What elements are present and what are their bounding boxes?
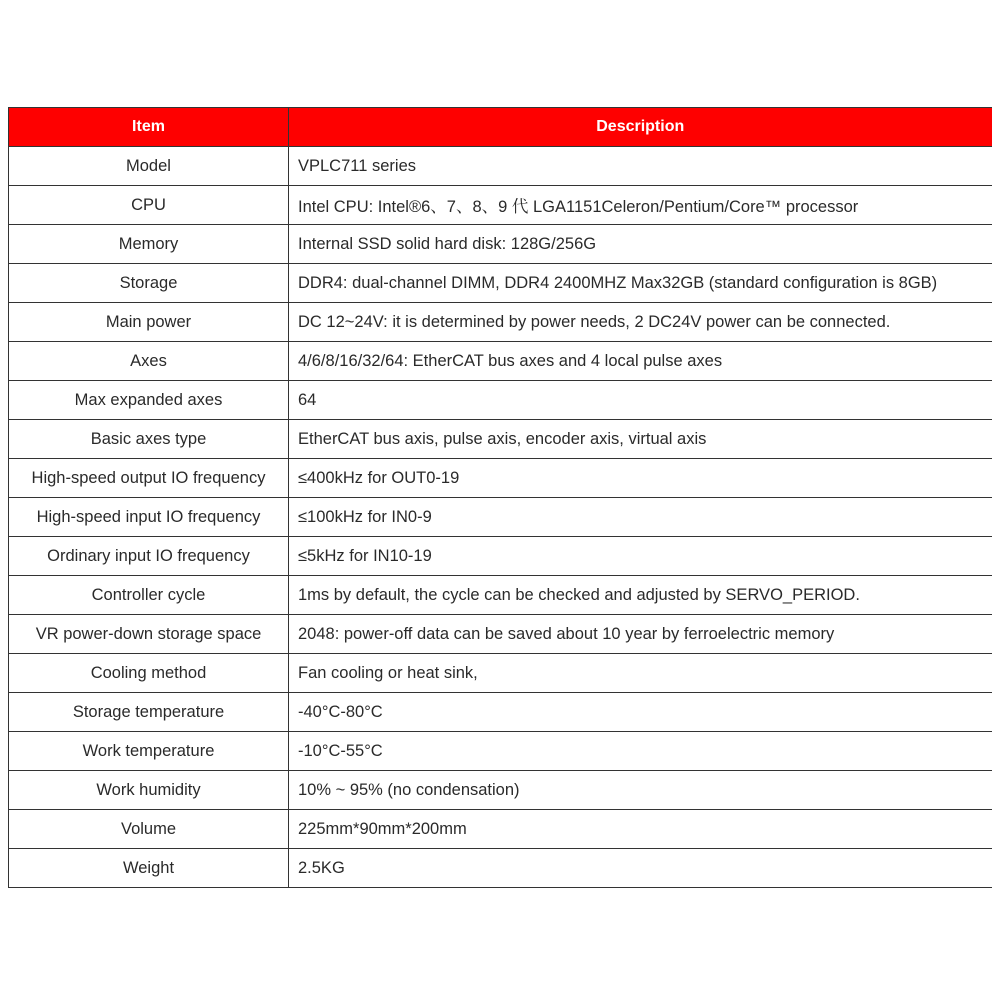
table-row: [9, 498, 992, 537]
item-cell: Cooling method: [9, 654, 289, 693]
table-row: [9, 810, 992, 849]
description-cell: ≤5kHz for IN10-19: [289, 537, 992, 576]
description-cell: -10°C-55°C: [289, 732, 992, 771]
item-cell: CPU: [9, 186, 289, 225]
item-cell: Work humidity: [9, 771, 289, 810]
item-cell: Storage temperature: [9, 693, 289, 732]
table-row: [9, 303, 992, 342]
table-row: [9, 771, 992, 810]
table-row: [9, 849, 992, 888]
table-row: [9, 420, 992, 459]
description-cell: 1ms by default, the cycle can be checked and adjusted by SERVO_PERIOD.: [289, 576, 992, 615]
item-cell: High-speed output IO frequency: [9, 459, 289, 498]
description-cell: 10% ~ 95% (no condensation): [289, 771, 992, 810]
column-header-description: Description: [289, 108, 992, 147]
table-row: [9, 381, 992, 420]
item-cell: Basic axes type: [9, 420, 289, 459]
description-cell: ≤400kHz for OUT0-19: [289, 459, 992, 498]
table-body: [9, 147, 992, 888]
table-row: [9, 693, 992, 732]
item-cell: Main power: [9, 303, 289, 342]
item-cell: Max expanded axes: [9, 381, 289, 420]
table-row: [9, 342, 992, 381]
table-row: [9, 225, 992, 264]
description-cell: 2.5KG: [289, 849, 992, 888]
table-row: [9, 654, 992, 693]
table-header-row: [9, 108, 992, 147]
description-cell: Internal SSD solid hard disk: 128G/256G: [289, 225, 992, 264]
description-cell: VPLC711 series: [289, 147, 992, 186]
description-cell: ≤100kHz for IN0-9: [289, 498, 992, 537]
description-cell: -40°C-80°C: [289, 693, 992, 732]
table-row: [9, 537, 992, 576]
item-cell: Storage: [9, 264, 289, 303]
item-cell: Ordinary input IO frequency: [9, 537, 289, 576]
description-cell: DDR4: dual-channel DIMM, DDR4 2400MHZ Max32GB (standard configuration is 8GB): [289, 264, 992, 303]
description-cell: Intel CPU: Intel®6、7、8、9 代 LGA1151Celeron/Pentium/Core™ processor: [289, 186, 992, 225]
description-cell: EtherCAT bus axis, pulse axis, encoder axis, virtual axis: [289, 420, 992, 459]
item-cell: Weight: [9, 849, 289, 888]
table-row: [9, 459, 992, 498]
item-cell: Memory: [9, 225, 289, 264]
description-cell: DC 12~24V: it is determined by power needs, 2 DC24V power can be connected.: [289, 303, 992, 342]
description-cell: 2048: power-off data can be saved about 10 year by ferroelectric memory: [289, 615, 992, 654]
description-cell: 4/6/8/16/32/64: EtherCAT bus axes and 4 local pulse axes: [289, 342, 992, 381]
table-row: [9, 264, 992, 303]
item-cell: Controller cycle: [9, 576, 289, 615]
item-cell: High-speed input IO frequency: [9, 498, 289, 537]
column-header-item: Item: [9, 108, 289, 147]
item-cell: Model: [9, 147, 289, 186]
description-cell: 225mm*90mm*200mm: [289, 810, 992, 849]
item-cell: Volume: [9, 810, 289, 849]
item-cell: VR power-down storage space: [9, 615, 289, 654]
spec-table: [8, 107, 992, 888]
table-row: [9, 576, 992, 615]
table-row: [9, 732, 992, 771]
description-cell: 64: [289, 381, 992, 420]
item-cell: Axes: [9, 342, 289, 381]
table-row: [9, 186, 992, 225]
description-cell: Fan cooling or heat sink,: [289, 654, 992, 693]
item-cell: Work temperature: [9, 732, 289, 771]
table-row: [9, 615, 992, 654]
table-row: [9, 147, 992, 186]
